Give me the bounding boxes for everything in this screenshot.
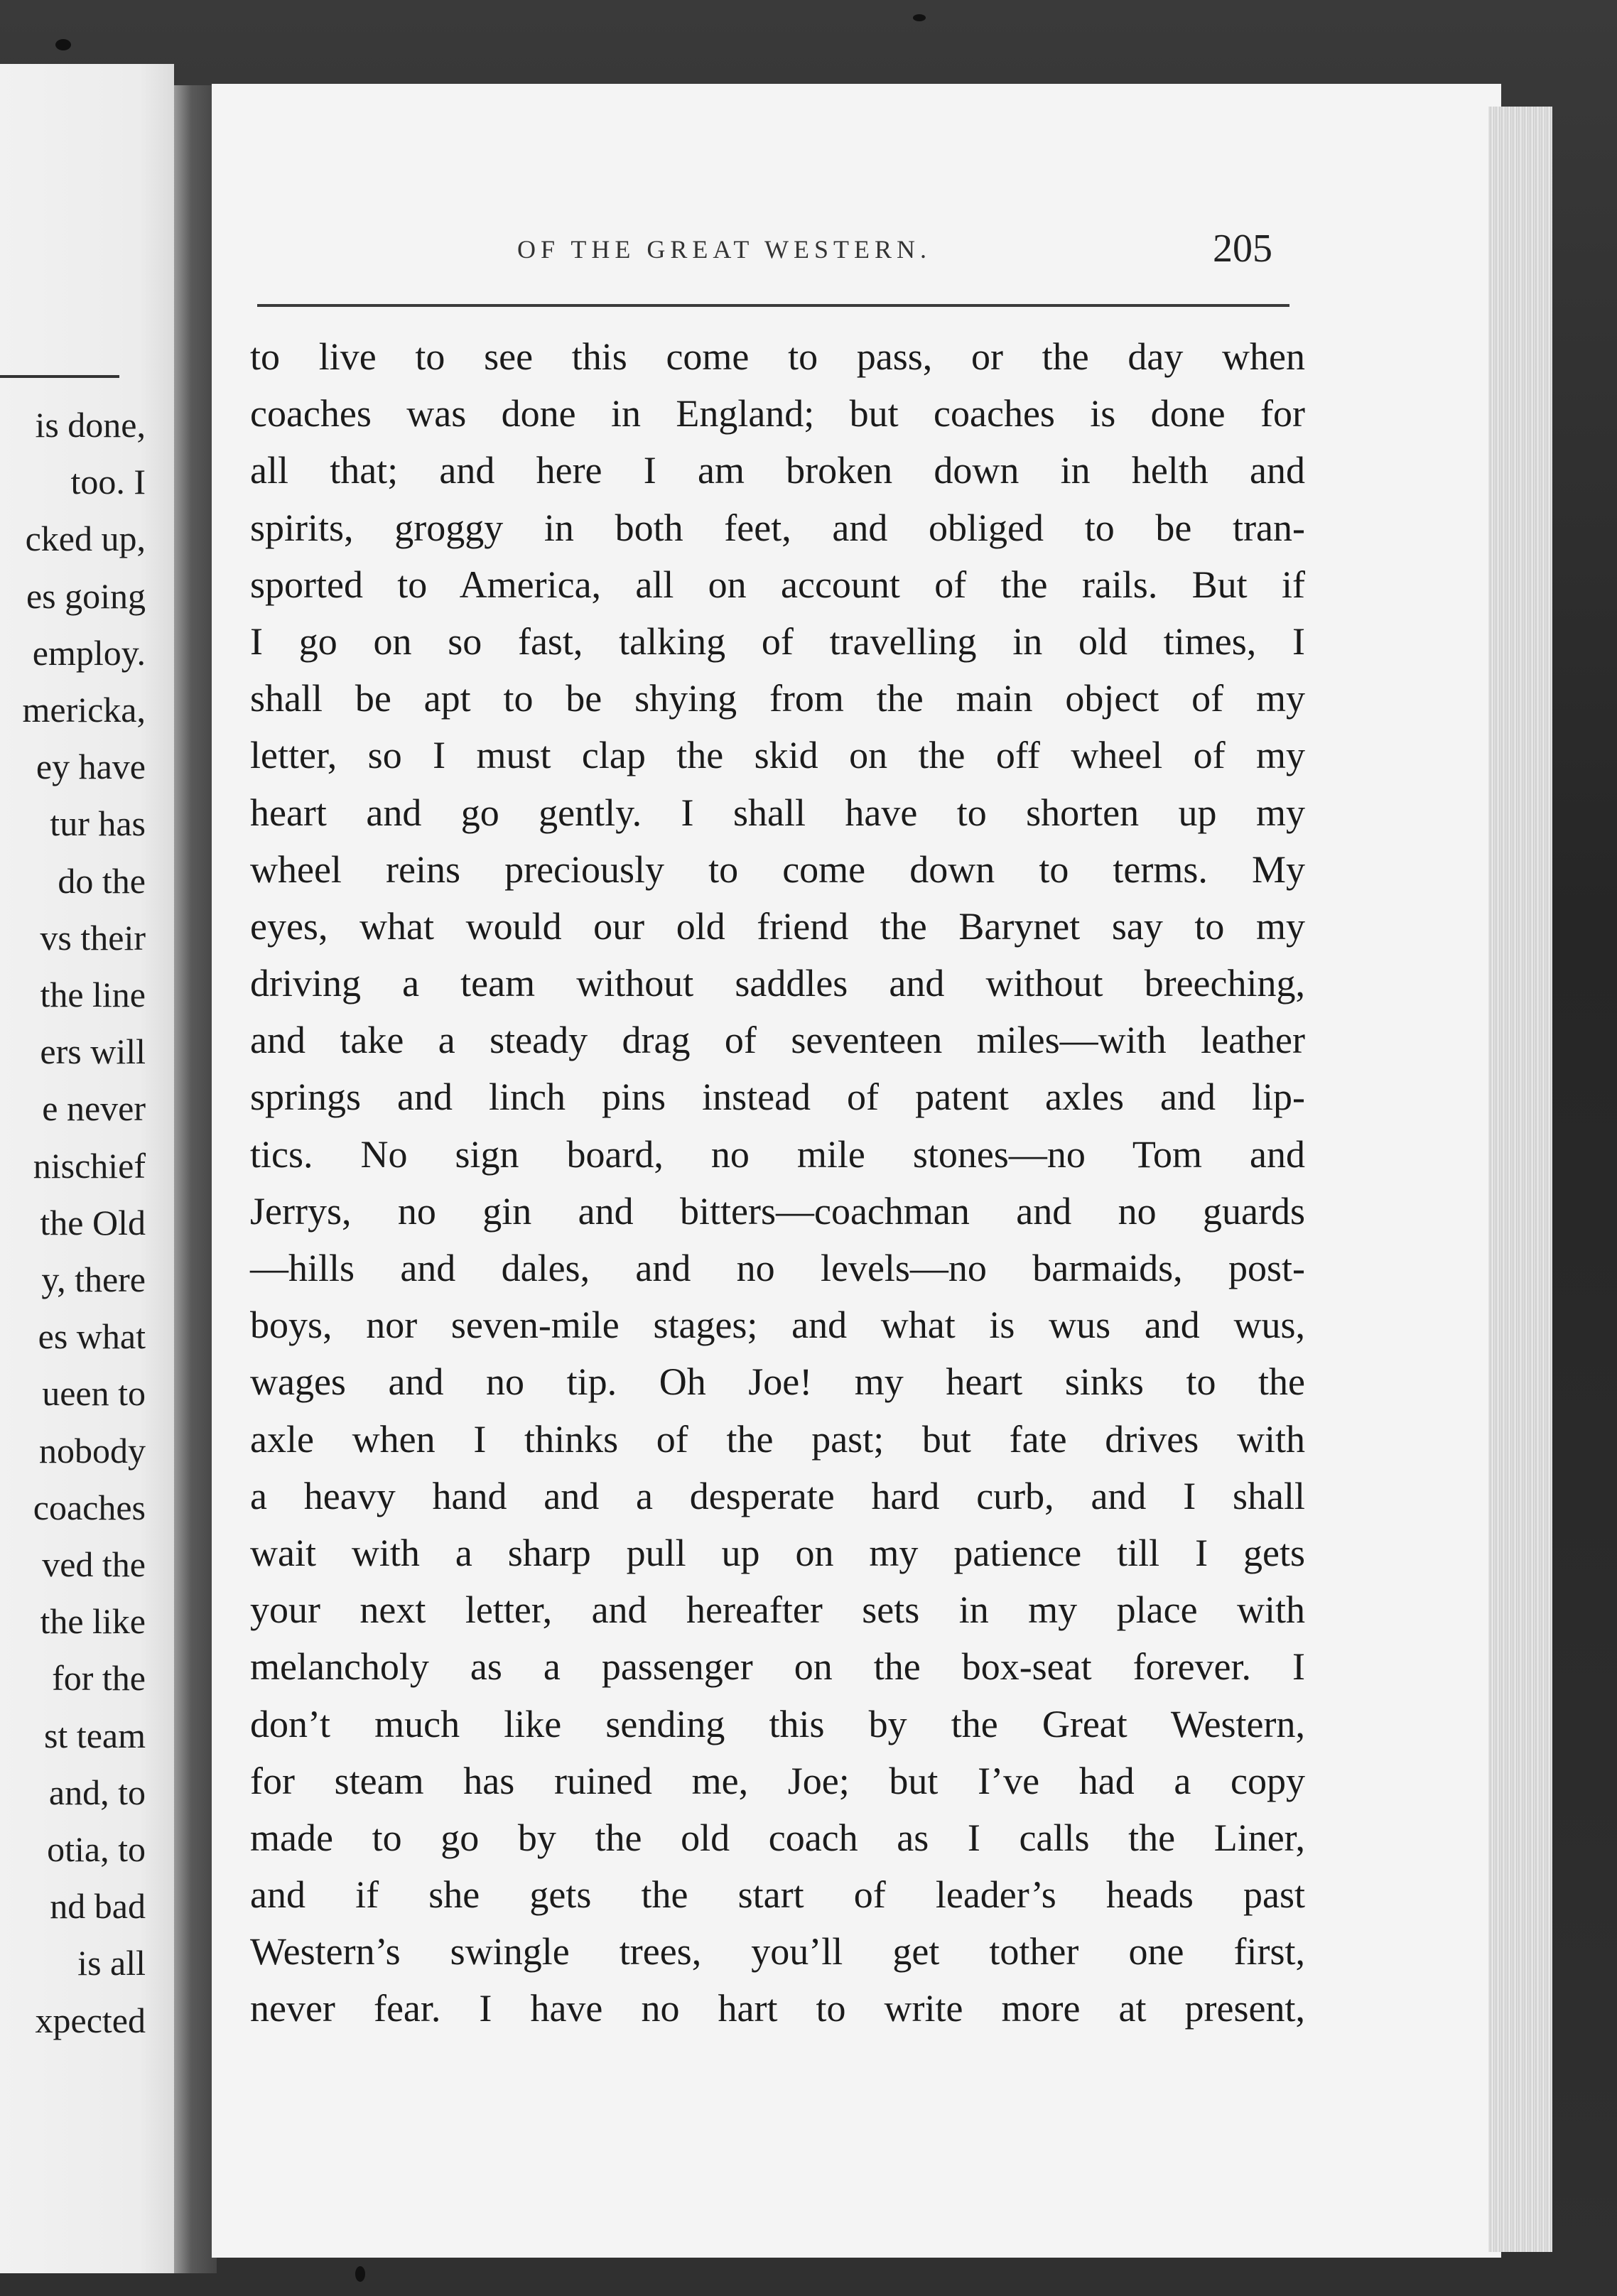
text-line: letter, so I must clap the skid on the off wheel of my bbox=[250, 734, 1305, 777]
facing-page-line: coaches bbox=[33, 1487, 146, 1527]
facing-page-line: vs their bbox=[40, 917, 146, 958]
facing-page-line: e never bbox=[42, 1088, 146, 1129]
facing-page-line: nischief bbox=[33, 1145, 146, 1186]
facing-page-line: nobody bbox=[39, 1430, 146, 1471]
facing-page-line: the line bbox=[40, 975, 146, 1015]
facing-page-line: ved the bbox=[42, 1544, 146, 1585]
facing-page-line: ueen to bbox=[42, 1373, 146, 1414]
facing-page-line: es going bbox=[26, 575, 146, 616]
page-edges bbox=[1488, 107, 1552, 2252]
scan-speck bbox=[55, 39, 71, 50]
text-line: all that; and here I am broken down in helth and bbox=[250, 449, 1305, 492]
facing-page-line: too. I bbox=[70, 462, 146, 502]
facing-page-line: tur has bbox=[50, 803, 146, 844]
facing-page-line: y, there bbox=[41, 1260, 146, 1300]
header-rule bbox=[257, 304, 1289, 307]
facing-page-line: otia, to bbox=[47, 1829, 146, 1870]
text-line: driving a team without saddles and without breeching, bbox=[250, 962, 1305, 1005]
facing-page-fragment bbox=[0, 64, 174, 2273]
facing-page-text bbox=[0, 396, 146, 2049]
text-line: never fear. I have no hart to write more at present, bbox=[250, 1987, 1305, 2030]
scan-speck bbox=[913, 14, 926, 21]
text-line: I go on so fast, talking of travelling in old times, I bbox=[250, 619, 1305, 663]
facing-page-rule bbox=[0, 375, 119, 378]
book-gutter bbox=[174, 85, 217, 2273]
text-line: for steam has ruined me, Joe; but I’ve had a copy bbox=[250, 1759, 1305, 1802]
text-line: wheel reins preciously to come down to terms. My bbox=[250, 848, 1305, 891]
facing-page-line: is all bbox=[77, 1943, 146, 1983]
facing-page-line: es what bbox=[38, 1316, 146, 1357]
text-line: made to go by the old coach as I calls the Liner, bbox=[250, 1816, 1305, 1859]
text-line: sported to America, all on account of the rails. But if bbox=[250, 563, 1305, 606]
facing-page-line: is done, bbox=[35, 405, 146, 445]
facing-page-line: employ. bbox=[32, 632, 146, 673]
facing-page-line: do the bbox=[58, 860, 146, 901]
facing-page-line: ey have bbox=[36, 747, 146, 787]
facing-page-line: xpected bbox=[35, 2000, 146, 2040]
text-line: a heavy hand and a desperate hard curb, and I shall bbox=[250, 1474, 1305, 1517]
text-line: tics. No sign board, no mile stones—no Tom and bbox=[250, 1132, 1305, 1176]
facing-page-line: mericka, bbox=[22, 690, 146, 730]
text-line: and if she gets the start of leader’s heads past bbox=[250, 1873, 1305, 1917]
facing-page-line: cked up, bbox=[25, 519, 146, 559]
text-line: springs and linch pins instead of patent axles and lip- bbox=[250, 1076, 1305, 1119]
text-line: heart and go gently. I shall have to shorten up my bbox=[250, 791, 1305, 834]
text-line: wages and no tip. Oh Joe! my heart sinks to the bbox=[250, 1360, 1305, 1404]
text-line: shall be apt to be shying from the main object of my bbox=[250, 677, 1305, 720]
text-line: spirits, groggy in both feet, and obliged to be tran- bbox=[250, 506, 1305, 549]
text-line: your next letter, and hereafter sets in my place with bbox=[250, 1588, 1305, 1632]
facing-page-line: ers will bbox=[40, 1031, 146, 1072]
text-line: and take a steady drag of seventeen miles—with leather bbox=[250, 1019, 1305, 1062]
text-line: Jerrys, no gin and bitters—coachman and no guards bbox=[250, 1189, 1305, 1233]
text-line: —hills and dales, and no levels—no barmaids, post- bbox=[250, 1247, 1305, 1289]
page-number: 205 bbox=[1213, 227, 1272, 271]
facing-page-line: and, to bbox=[48, 1772, 146, 1812]
scan-speck bbox=[355, 2266, 365, 2282]
text-line: wait with a sharp pull up on my patience till I gets bbox=[250, 1531, 1305, 1574]
running-head: OF THE GREAT WESTERN. bbox=[517, 235, 932, 264]
text-line: to live to see this come to pass, or the day when bbox=[250, 335, 1305, 378]
page-body-text bbox=[250, 328, 1305, 2037]
text-line: coaches was done in England; but coaches is done for bbox=[250, 392, 1305, 435]
facing-page-line: for the bbox=[52, 1658, 146, 1699]
text-line: Western’s swingle trees, you’ll get tother one first, bbox=[250, 1930, 1305, 1973]
text-line: don’t much like sending this by the Great Western, bbox=[250, 1702, 1305, 1745]
facing-page-line: st team bbox=[43, 1715, 146, 1755]
text-line: boys, nor seven-mile stages; and what is wus and wus, bbox=[250, 1304, 1305, 1347]
facing-page-line: nd bad bbox=[50, 1886, 146, 1927]
facing-page-line: the like bbox=[40, 1601, 146, 1642]
facing-page-line: the Old bbox=[40, 1202, 146, 1242]
text-line: melancholy as a passenger on the box-seat forever. I bbox=[250, 1645, 1305, 1689]
text-line: eyes, what would our old friend the Barynet say to my bbox=[250, 904, 1305, 948]
text-line: axle when I thinks of the past; but fate drives with bbox=[250, 1417, 1305, 1461]
